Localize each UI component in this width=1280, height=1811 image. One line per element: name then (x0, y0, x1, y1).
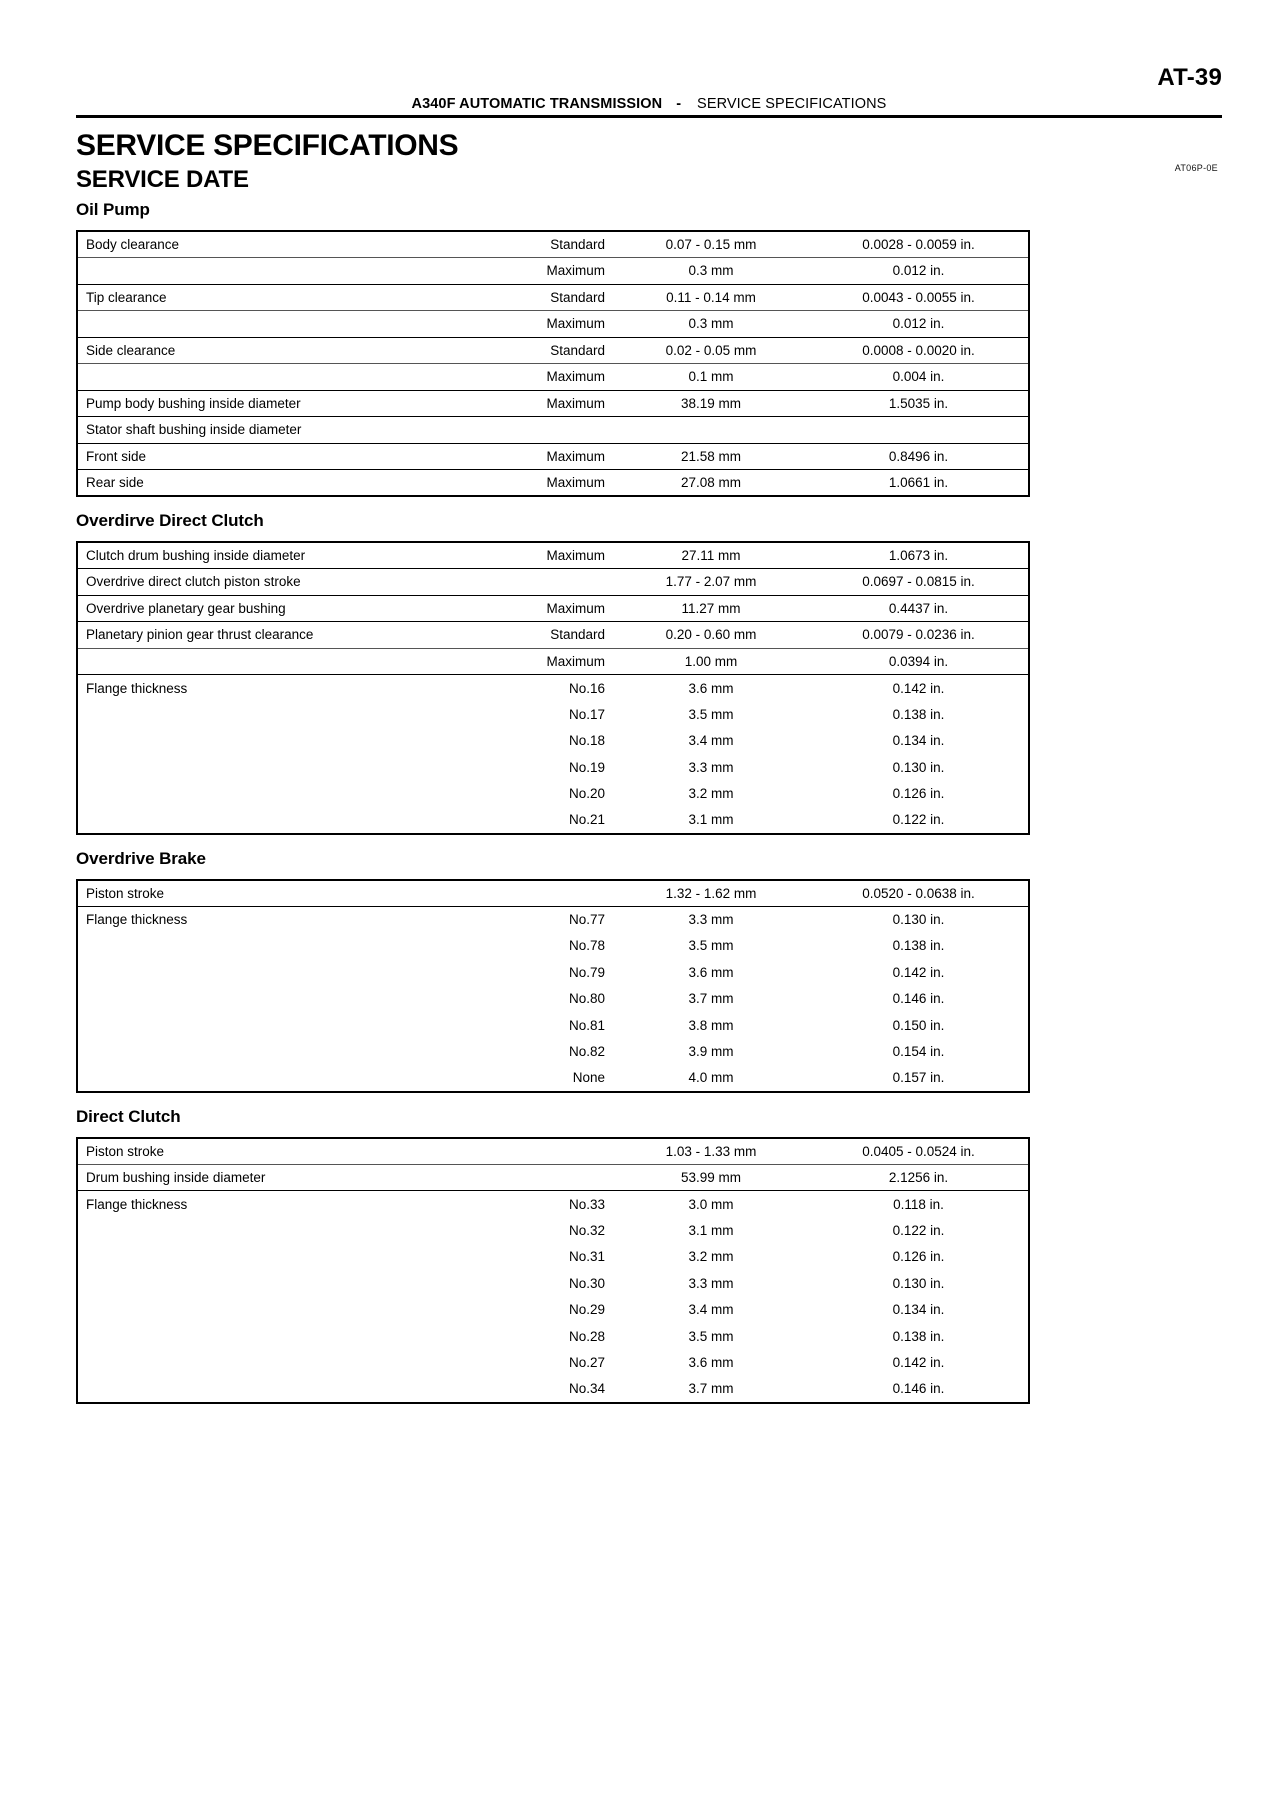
spec-condition: No.17 (568, 706, 605, 722)
table-row (77, 390, 1029, 417)
spec-value-mm: 11.27 mm (613, 595, 809, 622)
spec-condition: No.28 (568, 1328, 605, 1344)
table-row (77, 311, 1029, 338)
spec-value-in: 0.0008 - 0.0020 in. (809, 337, 1029, 364)
spec-value-in: 1.0661 in. (888, 475, 949, 490)
spec-item-name: Stator shaft bushing inside diameter (77, 417, 507, 444)
spec-condition: No.21 (568, 812, 605, 828)
spec-value-in: 0.138 in. (892, 706, 945, 722)
section-spacer (76, 1404, 1222, 1418)
spec-value-mm: 3.1 mm (688, 1222, 734, 1238)
spec-item-name: Pump body bushing inside diameter (77, 390, 507, 417)
spec-value-mm: 3.4 mm (688, 1302, 734, 1318)
spec-value-mm: 27.08 mm (680, 475, 742, 490)
spec-value-in: 0.142 in. (892, 680, 945, 696)
spec-value-mm: 53.99 mm (613, 1164, 809, 1191)
table-row (77, 986, 1029, 1013)
spec-value-mm: 3.3 mm (688, 912, 734, 927)
spec-value-in: 0.0028 - 0.0059 in. (809, 231, 1029, 258)
spec-condition: No.29 (568, 1302, 605, 1318)
table-row (77, 470, 1029, 497)
spec-condition (507, 880, 613, 907)
spec-item-name (77, 1039, 507, 1066)
spec-item-name (77, 807, 507, 834)
spec-item-name (77, 728, 507, 755)
table-row (77, 1350, 1029, 1377)
spec-item-name (77, 701, 507, 728)
spec-value-mm: 3.4 mm (688, 733, 734, 749)
page-subtitle: SERVICE DATE (76, 166, 249, 194)
spec-condition: No.31 (568, 1249, 605, 1265)
header-title-row (76, 96, 1222, 115)
spec-condition: Maximum (507, 364, 613, 391)
spec-item-name: Piston stroke (77, 880, 507, 907)
spec-table (76, 230, 1030, 497)
table-row (77, 959, 1029, 986)
spec-item-name: Drum bushing inside diameter (77, 1164, 507, 1191)
header-section-label: SERVICE SPECIFICATIONS (697, 96, 887, 112)
spec-value-in: 0.012 in. (809, 311, 1029, 338)
spec-item-name (77, 986, 507, 1013)
spec-condition: No.81 (568, 1017, 605, 1033)
spec-item-name (77, 311, 507, 338)
spec-item-name (77, 1065, 507, 1092)
header-separator-dash: - (676, 96, 682, 112)
spec-section (76, 200, 1222, 497)
spec-value-mm: 3.2 mm (688, 1249, 734, 1265)
spec-condition: Standard (507, 231, 613, 258)
spec-item-name: Front side (77, 443, 507, 470)
section-title: Overdrive Brake (76, 848, 206, 868)
table-row (77, 1012, 1029, 1039)
spec-value-in: 0.0405 - 0.0524 in. (809, 1138, 1029, 1165)
spec-value-in: 0.138 in. (892, 938, 945, 954)
spec-value-in: 0.004 in. (809, 364, 1029, 391)
spec-condition: No.82 (568, 1044, 605, 1060)
spec-value-mm: 0.20 - 0.60 mm (613, 622, 809, 649)
section-title: Direct Clutch (76, 1106, 181, 1126)
table-row (77, 595, 1029, 622)
spec-condition: No.20 (568, 786, 605, 802)
table-row (77, 284, 1029, 311)
table-row (77, 542, 1029, 569)
spec-item-name: Rear side (86, 475, 144, 490)
table-row (77, 1138, 1029, 1165)
table-row (77, 933, 1029, 960)
spec-condition (507, 417, 613, 444)
table-row (77, 569, 1029, 596)
spec-section (76, 511, 1222, 835)
spec-item-name: Overdrive direct clutch piston stroke (77, 569, 507, 596)
spec-value-in: 0.126 in. (892, 786, 945, 802)
spec-value-mm: 3.6 mm (688, 680, 734, 696)
spec-item-name: Flange thickness (86, 912, 188, 927)
spec-item-name: Body clearance (77, 231, 507, 258)
spec-condition: No.77 (568, 912, 605, 927)
page-title: SERVICE SPECIFICATIONS (76, 129, 459, 162)
spec-condition: None (572, 1070, 605, 1086)
spec-value-mm: 0.3 mm (613, 311, 809, 338)
spec-item-name (77, 364, 507, 391)
spec-value-mm: 3.8 mm (688, 1017, 734, 1033)
spec-value-mm: 21.58 mm (613, 443, 809, 470)
table-row (77, 337, 1029, 364)
spec-value-mm: 3.5 mm (688, 706, 734, 722)
spec-value-mm: 3.6 mm (688, 1355, 734, 1371)
spec-value-in: 0.134 in. (892, 733, 945, 749)
table-row (77, 1297, 1029, 1324)
spec-table (76, 879, 1030, 1093)
spec-value-in: 0.0043 - 0.0055 in. (809, 284, 1029, 311)
spec-item-name (77, 754, 507, 781)
table-row (77, 417, 1029, 444)
spec-item-name (77, 1012, 507, 1039)
spec-condition: No.27 (568, 1355, 605, 1371)
table-row (77, 364, 1029, 391)
spec-condition: No.32 (568, 1222, 605, 1238)
document-code: AT06P-0E (1174, 163, 1218, 173)
spec-value-mm: 3.1 mm (688, 812, 734, 828)
table-row (77, 1244, 1029, 1271)
spec-item-name (77, 648, 507, 675)
table-row (77, 754, 1029, 781)
spec-value-in: 0.118 in. (893, 1196, 944, 1212)
spec-item-name (77, 1297, 507, 1324)
spec-condition (507, 569, 613, 596)
spec-value-in: 0.4437 in. (809, 595, 1029, 622)
spec-condition: No.30 (568, 1275, 605, 1291)
table-row (77, 622, 1029, 649)
spec-item-name: Piston stroke (77, 1138, 507, 1165)
header-divider (76, 115, 1222, 118)
table-row (77, 906, 1029, 933)
spec-value-mm: 3.6 mm (688, 964, 734, 980)
table-row (77, 1164, 1029, 1191)
spec-item-name: Flange thickness (86, 1196, 188, 1212)
spec-value-in: 0.142 in. (892, 964, 945, 980)
table-row (77, 1376, 1029, 1403)
spec-condition: No.16 (568, 680, 605, 696)
spec-value-in: 0.0394 in. (809, 648, 1029, 675)
spec-condition: No.18 (568, 733, 605, 749)
table-row (77, 675, 1029, 702)
spec-value-mm: 0.11 - 0.14 mm (613, 284, 809, 311)
spec-condition: Maximum (507, 390, 613, 417)
spec-item-name (77, 258, 507, 285)
spec-condition (507, 1164, 613, 1191)
spec-value-in: 0.122 in. (892, 1222, 945, 1238)
title-block (76, 128, 458, 194)
spec-value-in: 0.154 in. (892, 1044, 945, 1060)
spec-value-mm: 1.32 - 1.62 mm (613, 880, 809, 907)
spec-value-in: 0.126 in. (892, 1249, 945, 1265)
spec-item-name: Clutch drum bushing inside diameter (77, 542, 507, 569)
spec-condition: No.79 (568, 964, 605, 980)
spec-value-in: 0.0520 - 0.0638 in. (809, 880, 1029, 907)
table-row (77, 648, 1029, 675)
spec-value-mm: 3.5 mm (688, 938, 734, 954)
table-row (77, 231, 1029, 258)
table-row (77, 880, 1029, 907)
spec-item-name (77, 1217, 507, 1244)
section-title: Overdirve Direct Clutch (76, 511, 264, 530)
spec-value-mm: 38.19 mm (613, 390, 809, 417)
spec-value-mm: 0.07 - 0.15 mm (613, 231, 809, 258)
spec-condition: Maximum (546, 475, 605, 490)
spec-item-name: Side clearance (77, 337, 507, 364)
table-row (77, 1065, 1029, 1092)
spec-condition: Maximum (507, 648, 613, 675)
spec-condition (507, 1138, 613, 1165)
spec-value-in: 1.0673 in. (809, 542, 1029, 569)
section-spacer (76, 497, 1222, 511)
spec-value-mm: 27.11 mm (613, 542, 809, 569)
spec-value-in: 0.130 in. (892, 912, 945, 927)
spec-value-in: 0.146 in. (892, 1381, 945, 1397)
spec-value-in: 0.157 in. (892, 1070, 945, 1086)
spec-condition: Standard (507, 284, 613, 311)
table-row (77, 728, 1029, 755)
spec-section (76, 849, 1222, 1093)
spec-value-in: 2.1256 in. (809, 1164, 1029, 1191)
spec-condition: Maximum (507, 595, 613, 622)
spec-item-name (77, 1323, 507, 1350)
spec-value-in: 0.0697 - 0.0815 in. (809, 569, 1029, 596)
table-row (77, 1323, 1029, 1350)
spec-value-in: 0.8496 in. (809, 443, 1029, 470)
spec-value-mm (613, 417, 809, 444)
spec-value-mm: 3.3 mm (688, 759, 734, 775)
spec-item-name: Tip clearance (77, 284, 507, 311)
section-title: Oil Pump (76, 200, 150, 219)
spec-value-in: 0.142 in. (892, 1355, 945, 1371)
spec-item-name (77, 933, 507, 960)
spec-value-in: 0.134 in. (892, 1302, 945, 1318)
page-number: AT-39 (1157, 64, 1222, 91)
spec-value-mm: 1.00 mm (613, 648, 809, 675)
spec-value-mm: 3.3 mm (688, 1275, 734, 1291)
specifications-content (76, 200, 1222, 1418)
table-row (77, 1039, 1029, 1066)
header-model-label: A340F AUTOMATIC TRANSMISSION (411, 96, 663, 112)
table-row (77, 1217, 1029, 1244)
spec-value-mm: 3.7 mm (688, 991, 734, 1007)
spec-condition: Maximum (507, 258, 613, 285)
page-header (76, 96, 1222, 118)
spec-value-mm: 0.1 mm (613, 364, 809, 391)
spec-item-name: Overdrive planetary gear bushing (77, 595, 507, 622)
spec-condition: Standard (507, 622, 613, 649)
spec-condition: No.80 (568, 991, 605, 1007)
spec-condition: No.34 (568, 1381, 605, 1397)
spec-item-name (77, 1350, 507, 1377)
spec-section (76, 1107, 1222, 1404)
table-row (77, 1191, 1029, 1218)
table-row (77, 807, 1029, 834)
table-row (77, 258, 1029, 285)
spec-value-in: 0.150 in. (892, 1017, 945, 1033)
table-row (77, 443, 1029, 470)
spec-value-mm: 0.02 - 0.05 mm (613, 337, 809, 364)
spec-value-mm: 0.3 mm (613, 258, 809, 285)
section-spacer (76, 835, 1222, 849)
table-row (77, 1270, 1029, 1297)
spec-condition: Maximum (507, 311, 613, 338)
spec-condition: No.19 (568, 759, 605, 775)
spec-value-mm: 1.77 - 2.07 mm (613, 569, 809, 596)
spec-item-name (77, 959, 507, 986)
spec-value-mm: 3.9 mm (688, 1044, 734, 1060)
table-row (77, 781, 1029, 808)
spec-value-mm: 3.2 mm (688, 786, 734, 802)
spec-value-in: 0.012 in. (809, 258, 1029, 285)
spec-item-name (77, 781, 507, 808)
spec-table (76, 541, 1030, 835)
spec-condition: Maximum (507, 443, 613, 470)
spec-condition: No.33 (568, 1196, 605, 1212)
spec-value-in: 0.146 in. (892, 991, 945, 1007)
spec-value-in (809, 417, 1029, 444)
spec-table (76, 1137, 1030, 1404)
spec-value-mm: 3.0 mm (688, 1196, 734, 1212)
spec-item-name: Flange thickness (86, 680, 188, 696)
spec-value-mm: 1.03 - 1.33 mm (613, 1138, 809, 1165)
spec-value-in: 0.0079 - 0.0236 in. (809, 622, 1029, 649)
spec-value-in: 1.5035 in. (809, 390, 1029, 417)
spec-value-mm: 4.0 mm (688, 1070, 734, 1086)
spec-value-mm: 3.7 mm (688, 1381, 734, 1397)
spec-item-name (77, 1376, 507, 1403)
spec-value-in: 0.122 in. (892, 812, 945, 828)
spec-item-name: Planetary pinion gear thrust clearance (77, 622, 507, 649)
spec-condition: Maximum (507, 542, 613, 569)
table-row (77, 701, 1029, 728)
section-spacer (76, 1093, 1222, 1107)
spec-condition: No.78 (568, 938, 605, 954)
spec-value-in: 0.130 in. (892, 759, 945, 775)
spec-item-name (77, 1244, 507, 1271)
spec-value-in: 0.138 in. (892, 1328, 945, 1344)
spec-value-mm: 3.5 mm (688, 1328, 734, 1344)
spec-item-name (77, 1270, 507, 1297)
spec-condition: Standard (507, 337, 613, 364)
spec-value-in: 0.130 in. (892, 1275, 945, 1291)
